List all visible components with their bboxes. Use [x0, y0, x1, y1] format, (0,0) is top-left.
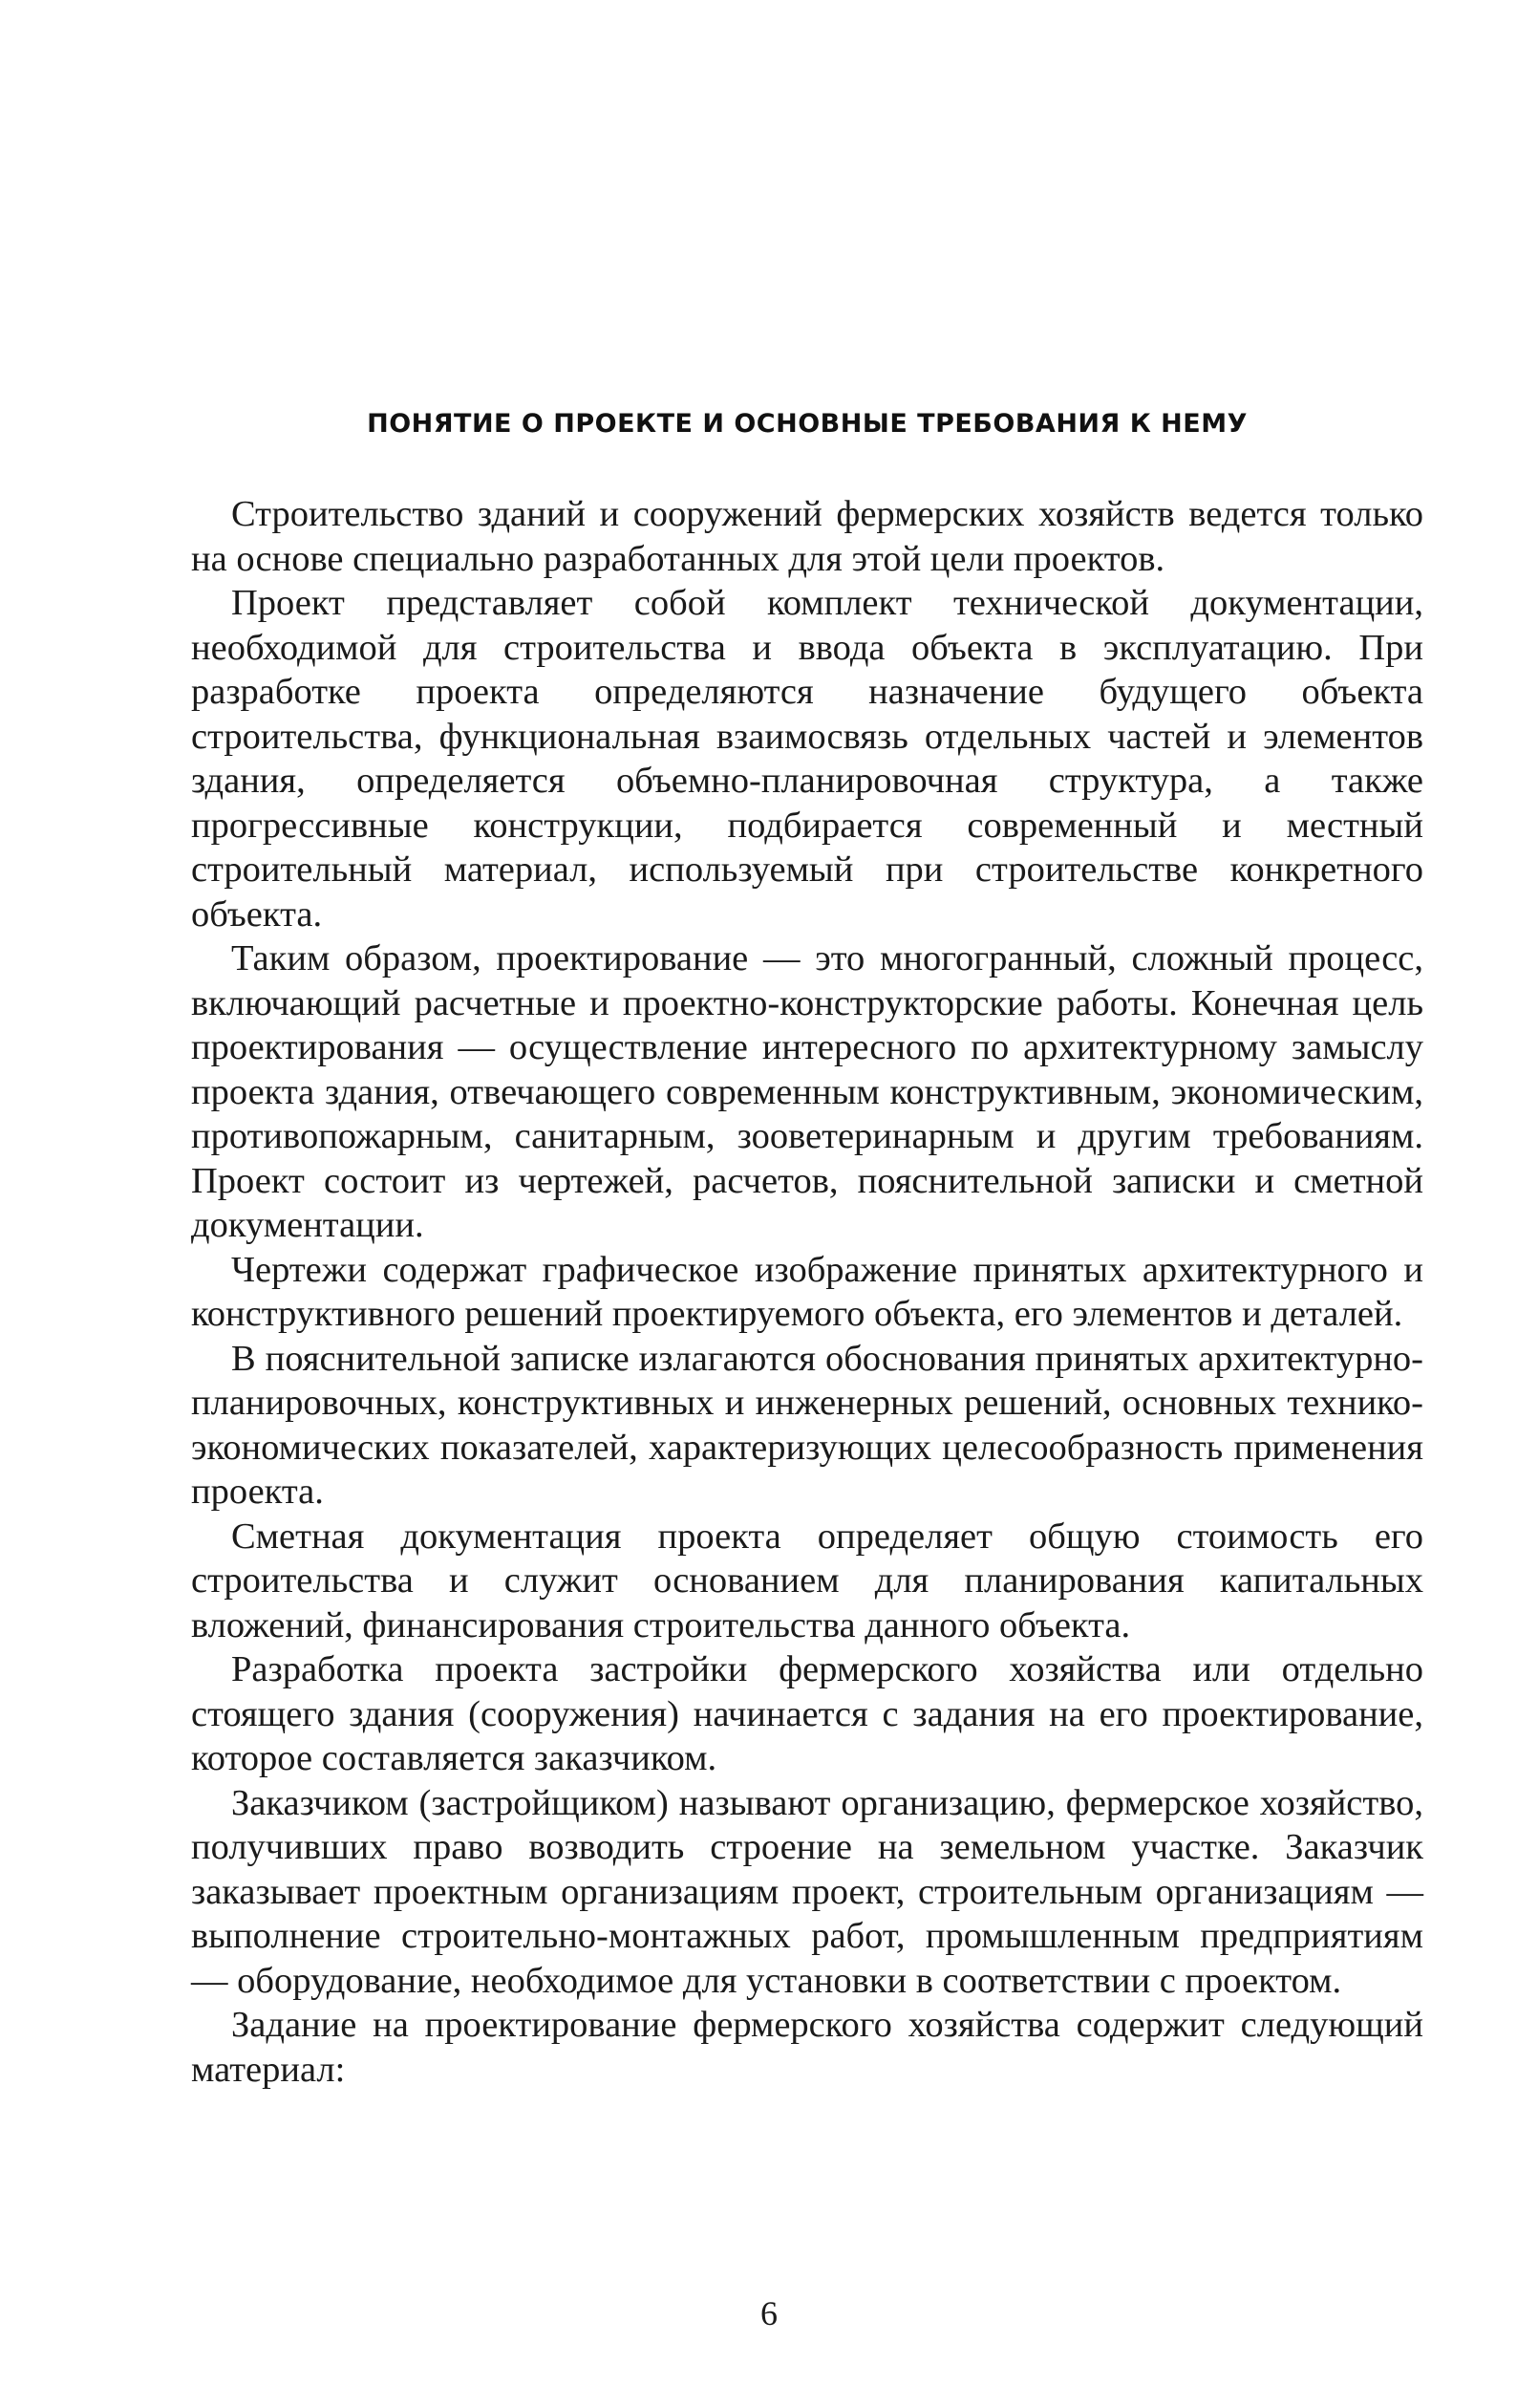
paragraph: Разработка проекта застройки фермерского хозяйства или отдельно стоящего здания (сооружения) начинается с задания на его проектирование, которое составляется заказчиком.	[191, 1649, 1423, 1778]
paragraph: Чертежи содержат графическое изображение принятых архитектурного и конструктивного решений проектируемого объекта, его элементов и деталей.	[191, 1249, 1423, 1334]
paragraph: Строительство зданий и сооружений фермерских хозяйств ведется только на основе специально разработанных для этой цели проектов.	[191, 494, 1423, 579]
paragraph: Сметная документация проекта определяет общую стоимость его строительства и служит основанием для планирования капитальных вложений, финансирования строительства данного объекта.	[191, 1516, 1423, 1645]
page-number: 6	[760, 2294, 778, 2333]
paragraph: Таким образом, проектирование — это многогранный, сложный процесс, включающий расчетные и проектно-конструкторские работы. Конечная цель проектирования — осуществление интересного по архитектурному замыслу проекта здания, отвечающего современным конструктивным, экономическим, противопожарным, санитарным, зооветеринарным и другим требованиям. Проект состоит из чертежей, расчетов, пояснительной записки и сметной документации.	[191, 938, 1423, 1245]
paragraph: Заказчиком (застройщиком) называют организацию, фермерское хозяйство, получивших право возводить строение на земельном участке. Заказчик заказывает проектным организациям проект, строительным организациям — выполнение строительно-монтажных работ, промышленным предприятиям — оборудование, необходимое для установки в соответствии с проектом.	[191, 1782, 1423, 2001]
paragraph: В пояснительной записке излагаются обоснования принятых архитектурно-планировочных, конструктивных и инженерных решений, основных технико-экономических показателей, характеризующих целесообразность применения проекта.	[191, 1338, 1423, 1512]
section-heading: ПОНЯТИЕ О ПРОЕКТЕ И ОСНОВНЫЕ ТРЕБОВАНИЯ К НЕМУ	[367, 409, 1248, 439]
paragraph: Проект представляет собой комплект технической документации, необходимой для строительства и ввода объекта в эксплуатацию. При разработке проекта определяются назначение будущего объекта строительства, функциональная взаимосвязь отдельных частей и элементов здания, определяется объемно-планировочная структура, а также прогрессивные конструкции, подбирается современный и местный строительный материал, используемый при строительстве конкретного объекта.	[191, 583, 1423, 935]
paragraph: Задание на проектирование фермерского хозяйства содержит следующий материал:	[191, 2005, 1423, 2090]
body-text	[191, 492, 1423, 2092]
